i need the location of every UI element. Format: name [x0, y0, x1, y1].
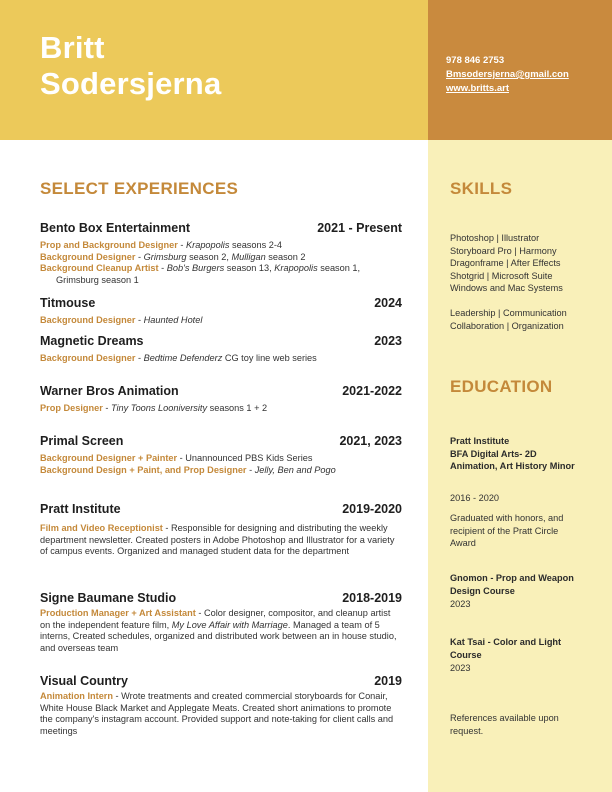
skill-line: Shotgrid | Microsoft Suite — [450, 270, 553, 281]
job-entry — [40, 296, 402, 327]
skill-line: Windows and Mac Systems — [450, 283, 563, 294]
job-dates: 2021, 2023 — [339, 434, 402, 448]
skill-line: Dragonframe | After Effects — [450, 258, 561, 269]
job-company: Magnetic Dreams — [40, 334, 144, 348]
education-pratt-honors: Graduated with honors, and recipient of the Pratt Circle Award — [450, 513, 564, 549]
phone-number: 978 846 2753 — [446, 55, 505, 66]
contact-info — [446, 54, 569, 96]
job-dates: 2021-2022 — [342, 384, 402, 398]
education-gnomon-title: Gnomon - Prop and Weapon Design Course — [450, 573, 574, 596]
job-role-line: Background Cleanup Artist - Bob's Burgers season 13, Krapopolis season 1, Grimsburg season 1 — [40, 263, 361, 285]
job-role-line: Background Designer - Bedtime Defenderz CG toy line web series — [40, 353, 317, 363]
job-description: Animation Intern - Wrote treatments and created commercial storyboards for Conair, White House Black Market and Applegate Meats. Created short animations to promote the company's instagram account. Provided support and note-taking for client calls and meetings — [40, 691, 394, 736]
job-role-line: Background Design + Paint, and Prop Designer - Jelly, Ben and Pogo — [40, 464, 336, 475]
education-pratt-years: 2016 - 2020 — [450, 493, 500, 503]
job-company: Signe Baumane Studio — [40, 591, 177, 605]
education-pratt-title — [450, 435, 580, 473]
job-role-line: Background Designer - Haunted Hotel — [40, 315, 203, 325]
school-name: Pratt Institute — [450, 436, 510, 446]
job-entry — [40, 384, 402, 415]
skill-line: Photoshop | Illustrator — [450, 233, 540, 243]
job-company: Warner Bros Animation — [40, 384, 179, 398]
job-role-line: Prop and Background Designer - Krapopolis seasons 2-4 — [40, 240, 283, 250]
job-company: Titmouse — [40, 296, 96, 310]
skill-line: Storyboard Pro | Harmony — [450, 245, 557, 256]
references-note: References available upon request. — [450, 713, 559, 736]
degree: BFA Digital Arts- 2D Animation, Art History Minor — [450, 448, 575, 472]
job-role-line: Prop Designer - Tiny Toons Looniversity seasons 1 + 2 — [40, 403, 268, 413]
email-link[interactable]: Bmsodersjerna@gmail.con — [446, 69, 569, 80]
job-dates: 2023 — [374, 334, 402, 348]
soft-skills-list — [450, 307, 600, 332]
job-dates: 2019-2020 — [342, 502, 402, 516]
job-entry — [40, 591, 402, 654]
job-entry — [40, 434, 402, 476]
last-name: Sodersjerna — [40, 66, 222, 101]
job-role-line: Background Designer - Grimsburg season 2, Mulligan season 2 — [40, 251, 306, 262]
job-company: Primal Screen — [40, 434, 124, 448]
job-company: Bento Box Entertainment — [40, 221, 191, 235]
job-dates: 2024 — [374, 296, 402, 310]
education-kat-title: Kat Tsai - Color and Light Course — [450, 637, 562, 660]
job-description: Film and Video Receptionist - Responsible for designing and distributing the weekly department newsletter. Created posters in Adobe Photoshop and Illustrator for a variety of campus events. Organized and managed student data for the department — [40, 523, 395, 557]
first-name: Britt — [40, 30, 105, 65]
job-role-line: Background Designer + Painter - Unannounced PBS Kids Series — [40, 453, 313, 463]
job-dates: 2018-2019 — [342, 591, 402, 605]
software-skills-list — [450, 232, 600, 295]
job-entry — [40, 502, 402, 558]
candidate-name — [40, 30, 221, 102]
job-entry — [40, 334, 402, 365]
job-entry — [40, 221, 402, 286]
job-dates: 2021 - Present — [317, 221, 402, 235]
education-gnomon-year: 2023 — [450, 599, 471, 609]
job-company: Visual Country — [40, 674, 128, 688]
job-company: Pratt Institute — [40, 502, 121, 516]
skill-line: Collaboration | Organization — [450, 320, 564, 331]
skill-line: Leadership | Communication — [450, 308, 567, 318]
website-link[interactable]: www.britts.art — [446, 83, 509, 94]
job-description: Production Manager + Art Assistant - Color designer, compositor, and cleanup artist on the independent feature film, My Love Affair with Marriage. Managed a team of 5 interns, Created schedules, organized and distributed work between an in house studio, and overseas team — [40, 608, 397, 653]
education-kat-year: 2023 — [450, 663, 471, 673]
skills-heading: SKILLS — [450, 179, 513, 198]
job-dates: 2019 — [374, 674, 402, 688]
education-heading: EDUCATION — [450, 377, 553, 396]
experience-heading: SELECT EXPERIENCES — [40, 179, 239, 198]
job-entry — [40, 674, 402, 737]
